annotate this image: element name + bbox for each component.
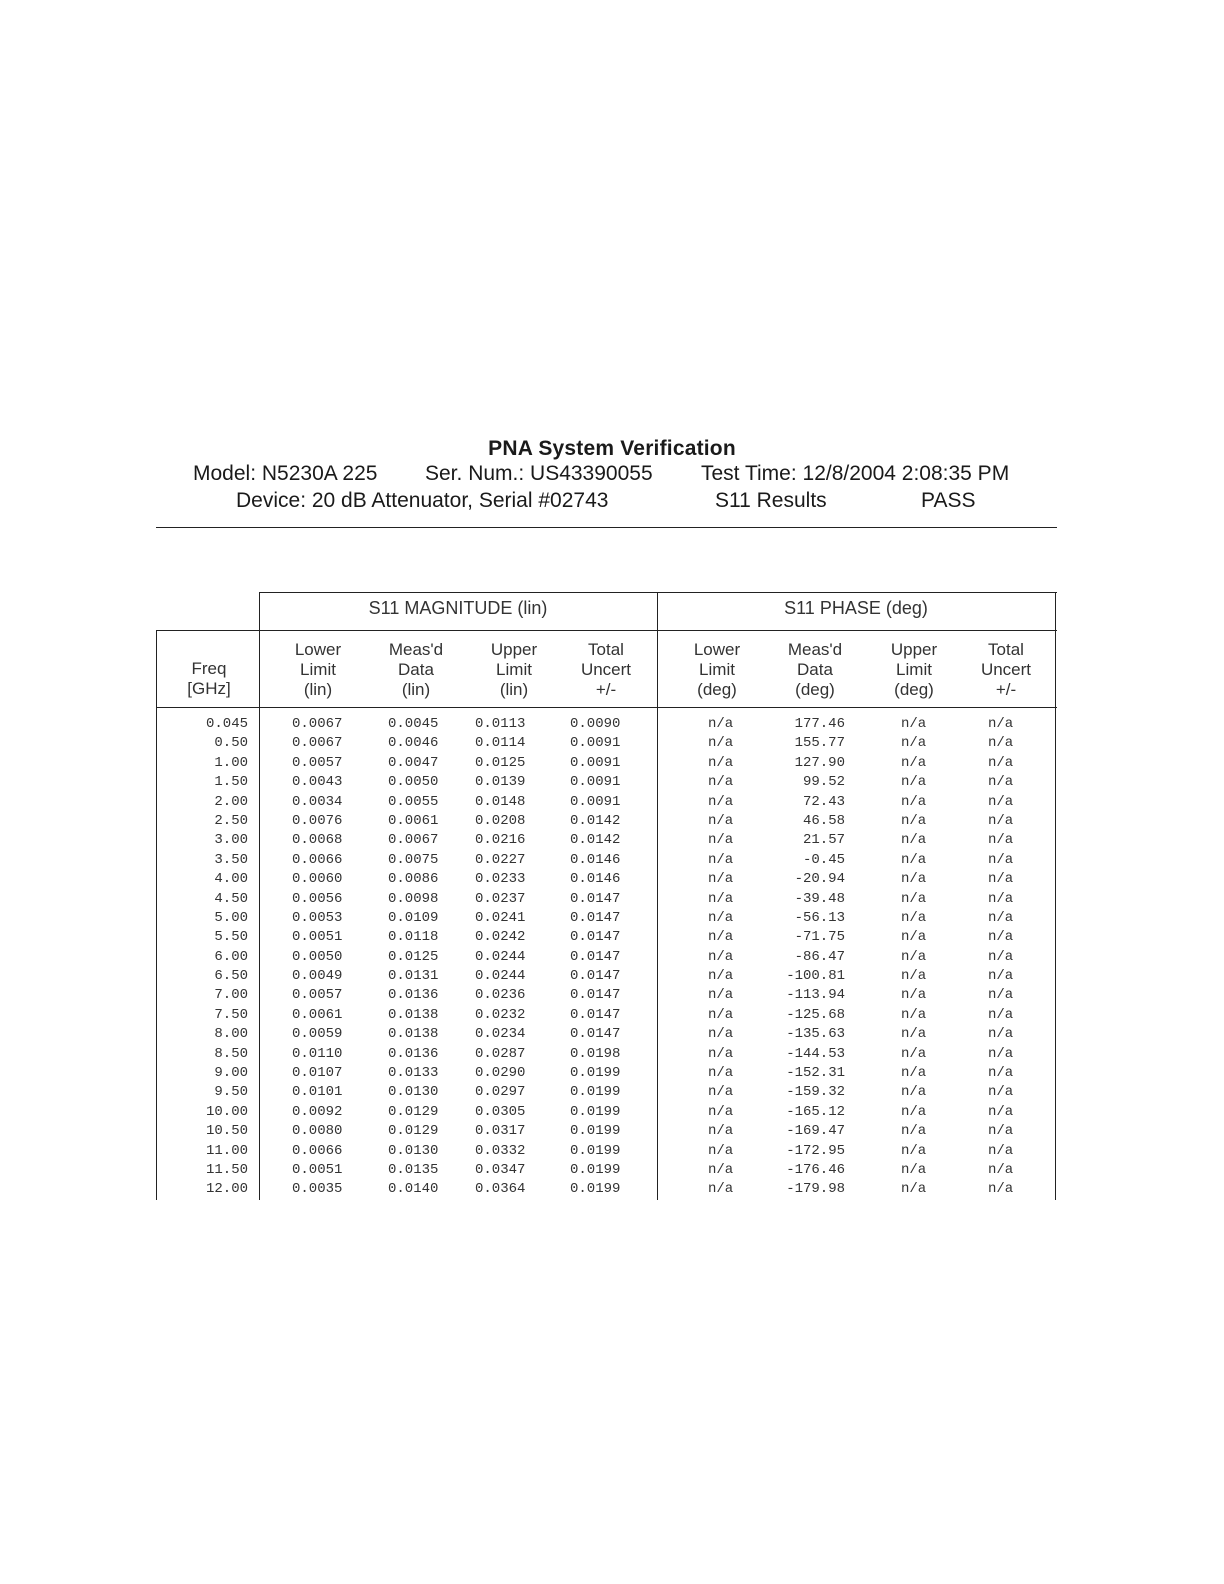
phase-total-uncert-cell: n/a — [988, 1123, 1014, 1140]
phase-upper-limit-cell: n/a — [901, 968, 927, 985]
phase-measured-cell: -169.47 — [786, 1123, 845, 1140]
mag-upper-limit-cell: 0.0297 — [475, 1084, 526, 1101]
mag-lower-limit-cell: 0.0092 — [292, 1103, 343, 1120]
freq-cell: 4.00 — [214, 871, 248, 888]
table-row — [156, 716, 1057, 735]
mag-total-uncert-cell: 0.0091 — [570, 774, 621, 791]
mag-total-uncert-cell: 0.0146 — [570, 851, 621, 868]
mag-total-uncert-cell: 0.0147 — [570, 987, 621, 1004]
table-row — [156, 1143, 1057, 1162]
phase-upper-limit-cell: n/a — [901, 774, 927, 791]
phase-upper-limit-cell: n/a — [901, 832, 927, 849]
mag-lower-limit-cell: 0.0059 — [292, 1026, 343, 1043]
mag-upper-limit-cell: 0.0305 — [475, 1103, 526, 1120]
table-row — [156, 891, 1057, 910]
phase-upper-limit-cell: n/a — [901, 987, 927, 1004]
phase-total-uncert-cell: n/a — [988, 832, 1014, 849]
phase-total-uncert-cell: n/a — [988, 851, 1014, 868]
mag-total-uncert-cell: 0.0142 — [570, 832, 621, 849]
phase-lower-limit-cell: n/a — [708, 716, 734, 732]
mag-total-uncert-cell: 0.0199 — [570, 1103, 621, 1120]
table-row — [156, 968, 1057, 987]
mag-lower-limit-cell: 0.0066 — [292, 851, 343, 868]
phase-measured-cell: -39.48 — [794, 890, 845, 907]
phase-measured-cell: 155.77 — [794, 735, 845, 752]
mag-lower-limit-cell: 0.0050 — [292, 948, 343, 965]
phase-total-uncert-cell: n/a — [988, 1084, 1014, 1101]
phase-upper-limit-cell: n/a — [901, 909, 927, 926]
table-row — [156, 1046, 1057, 1065]
model-label: Model: N5230A 225 — [193, 462, 378, 485]
phase-lower-limit-cell: n/a — [708, 735, 734, 752]
table-row — [156, 852, 1057, 871]
device-label: Device: 20 dB Attenuator, Serial #02743 — [236, 489, 609, 512]
mag-total-uncert-cell: 0.0198 — [570, 1045, 621, 1062]
phase-lower-limit-cell: n/a — [708, 1006, 734, 1023]
phase-lower-limit-cell: n/a — [708, 1103, 734, 1120]
phase-upper-limit-cell: n/a — [901, 1103, 927, 1120]
table-row — [156, 1181, 1057, 1200]
phase-total-uncert-cell: n/a — [988, 774, 1014, 791]
mag-lower-limit-cell: 0.0043 — [292, 774, 343, 791]
mag-lower-limit-cell: 0.0067 — [292, 716, 343, 732]
mag-total-uncert-cell: 0.0091 — [570, 735, 621, 752]
phase-upper-limit-cell: n/a — [901, 1045, 927, 1062]
freq-cell: 6.00 — [214, 948, 248, 965]
phase-measured-cell: 46.58 — [802, 812, 845, 829]
mag-total-uncert-cell: 0.0147 — [570, 968, 621, 985]
mag-lower-limit-cell: 0.0068 — [292, 832, 343, 849]
phase-lower-limit-cell: n/a — [708, 871, 734, 888]
mag-total-uncert-cell: 0.0142 — [570, 812, 621, 829]
mag-measured-cell: 0.0130 — [388, 1084, 439, 1101]
mag-measured-cell: 0.0109 — [388, 909, 439, 926]
freq-cell: 7.00 — [214, 987, 248, 1004]
phase-measured-cell: -113.94 — [786, 987, 845, 1004]
phase-upper-limit-cell: n/a — [901, 754, 927, 771]
phase-lower-limit-cell: n/a — [708, 909, 734, 926]
phase-lower-limit-cell: n/a — [708, 793, 734, 810]
phase-total-uncert-cell: n/a — [988, 871, 1014, 888]
mag-measured-cell: 0.0046 — [388, 735, 439, 752]
results-label: S11 Results — [715, 489, 827, 512]
freq-cell: 9.50 — [214, 1084, 248, 1101]
phase-measured-cell: -20.94 — [794, 871, 845, 888]
phase-group-header: S11 PHASE (deg) — [784, 598, 928, 618]
mag-upper-limit-cell: 0.0332 — [475, 1142, 526, 1159]
phase-lower-limit-cell: n/a — [708, 1026, 734, 1043]
phase-lower-limit-cell: n/a — [708, 1142, 734, 1159]
mag-lower-limit-header: Lower Limit (lin) — [294, 640, 342, 699]
mag-measured-cell: 0.0086 — [388, 871, 439, 888]
mag-upper-limit-cell: 0.0242 — [475, 929, 526, 946]
freq-cell: 2.50 — [214, 812, 248, 829]
mag-measured-cell: 0.0129 — [388, 1123, 439, 1140]
mag-measured-cell: 0.0136 — [388, 1045, 439, 1062]
phase-lower-limit-cell: n/a — [708, 851, 734, 868]
phase-lower-limit-cell: n/a — [708, 1181, 734, 1198]
phase-upper-limit-header: Upper Limit (deg) — [890, 640, 938, 699]
phase-total-uncert-cell: n/a — [988, 968, 1014, 985]
mag-total-uncert-cell: 0.0199 — [570, 1123, 621, 1140]
mag-lower-limit-cell: 0.0066 — [292, 1142, 343, 1159]
mag-total-uncert-cell: 0.0199 — [570, 1142, 621, 1159]
table-row — [156, 774, 1057, 793]
mag-upper-limit-cell: 0.0244 — [475, 968, 526, 985]
phase-upper-limit-cell: n/a — [901, 890, 927, 907]
mag-upper-limit-cell: 0.0216 — [475, 832, 526, 849]
phase-lower-limit-cell: n/a — [708, 1123, 734, 1140]
phase-total-uncert-cell: n/a — [988, 1045, 1014, 1062]
freq-cell: 8.00 — [214, 1026, 248, 1043]
phase-lower-limit-cell: n/a — [708, 1084, 734, 1101]
freq-cell: 8.50 — [214, 1045, 248, 1062]
table-row — [156, 1084, 1057, 1103]
mag-upper-limit-cell: 0.0113 — [475, 716, 526, 732]
freq-cell: 10.00 — [205, 1103, 248, 1120]
mag-upper-limit-cell: 0.0139 — [475, 774, 526, 791]
phase-upper-limit-cell: n/a — [901, 1065, 927, 1082]
phase-total-uncert-cell: n/a — [988, 735, 1014, 752]
phase-total-uncert-cell: n/a — [988, 716, 1014, 732]
freq-cell: 1.50 — [214, 774, 248, 791]
phase-total-uncert-cell: n/a — [988, 1103, 1014, 1120]
mag-measured-cell: 0.0136 — [388, 987, 439, 1004]
phase-lower-limit-cell: n/a — [708, 929, 734, 946]
phase-measured-cell: -165.12 — [786, 1103, 845, 1120]
mag-upper-limit-cell: 0.0244 — [475, 948, 526, 965]
mag-total-uncert-cell: 0.0146 — [570, 871, 621, 888]
mag-measured-cell: 0.0129 — [388, 1103, 439, 1120]
mag-total-uncert-cell: 0.0090 — [570, 716, 621, 732]
phase-upper-limit-cell: n/a — [901, 851, 927, 868]
mag-measured-cell: 0.0098 — [388, 890, 439, 907]
phase-upper-limit-cell: n/a — [901, 1026, 927, 1043]
mag-measured-cell: 0.0047 — [388, 754, 439, 771]
mag-total-uncert-cell: 0.0199 — [570, 1065, 621, 1082]
group-header-divider — [156, 630, 1057, 631]
mag-total-uncert-cell: 0.0199 — [570, 1084, 621, 1101]
freq-cell: 5.50 — [214, 929, 248, 946]
phase-measured-cell: -172.95 — [786, 1142, 845, 1159]
mag-lower-limit-cell: 0.0053 — [292, 909, 343, 926]
header-divider — [156, 527, 1057, 528]
freq-cell: 1.00 — [214, 754, 248, 771]
table-row — [156, 1026, 1057, 1045]
freq-cell: 7.50 — [214, 1006, 248, 1023]
mag-lower-limit-cell: 0.0049 — [292, 968, 343, 985]
phase-total-uncert-cell: n/a — [988, 909, 1014, 926]
phase-total-uncert-cell: n/a — [988, 812, 1014, 829]
mag-lower-limit-cell: 0.0076 — [292, 812, 343, 829]
mag-upper-limit-cell: 0.0236 — [475, 987, 526, 1004]
phase-lower-limit-cell: n/a — [708, 968, 734, 985]
phase-upper-limit-cell: n/a — [901, 929, 927, 946]
phase-lower-limit-cell: n/a — [708, 1065, 734, 1082]
mag-total-uncert-header: Total Uncert +/- — [580, 640, 632, 699]
mag-measured-cell: 0.0138 — [388, 1026, 439, 1043]
mag-measured-header: Meas'd Data (lin) — [388, 640, 444, 699]
freq-cell: 9.00 — [214, 1065, 248, 1082]
table-row — [156, 987, 1057, 1006]
phase-measured-cell: -125.68 — [786, 1006, 845, 1023]
mag-total-uncert-cell: 0.0147 — [570, 929, 621, 946]
magnitude-group-header: S11 MAGNITUDE (lin) — [368, 598, 548, 618]
table-top-border — [259, 592, 1057, 593]
mag-lower-limit-cell: 0.0061 — [292, 1006, 343, 1023]
mag-measured-cell: 0.0140 — [388, 1181, 439, 1198]
phase-upper-limit-cell: n/a — [901, 948, 927, 965]
phase-upper-limit-cell: n/a — [901, 812, 927, 829]
phase-measured-cell: -71.75 — [794, 929, 845, 946]
phase-measured-cell: -56.13 — [794, 909, 845, 926]
mag-upper-limit-cell: 0.0237 — [475, 890, 526, 907]
mag-upper-limit-cell: 0.0232 — [475, 1006, 526, 1023]
phase-total-uncert-header: Total Uncert +/- — [980, 640, 1032, 699]
mag-total-uncert-cell: 0.0147 — [570, 1026, 621, 1043]
mag-upper-limit-cell: 0.0287 — [475, 1045, 526, 1062]
table-row — [156, 832, 1057, 851]
phase-lower-limit-cell: n/a — [708, 948, 734, 965]
mag-lower-limit-cell: 0.0057 — [292, 987, 343, 1004]
phase-total-uncert-cell: n/a — [988, 754, 1014, 771]
table-row — [156, 755, 1057, 774]
table-row — [156, 794, 1057, 813]
mag-measured-cell: 0.0045 — [388, 716, 439, 732]
table-row — [156, 910, 1057, 929]
table-row — [156, 929, 1057, 948]
mag-upper-limit-cell: 0.0241 — [475, 909, 526, 926]
mag-measured-cell: 0.0055 — [388, 793, 439, 810]
mag-measured-cell: 0.0050 — [388, 774, 439, 791]
freq-cell: 6.50 — [214, 968, 248, 985]
table-row — [156, 1104, 1057, 1123]
table-row — [156, 1065, 1057, 1084]
mag-upper-limit-cell: 0.0125 — [475, 754, 526, 771]
phase-upper-limit-cell: n/a — [901, 1181, 927, 1198]
mag-lower-limit-cell: 0.0080 — [292, 1123, 343, 1140]
freq-cell: 11.00 — [205, 1142, 248, 1159]
table-row — [156, 1123, 1057, 1142]
phase-total-uncert-cell: n/a — [988, 1142, 1014, 1159]
phase-measured-cell: 72.43 — [802, 793, 845, 810]
serial-number-label: Ser. Num.: US43390055 — [425, 462, 653, 485]
mag-lower-limit-cell: 0.0051 — [292, 929, 343, 946]
mag-lower-limit-cell: 0.0101 — [292, 1084, 343, 1101]
mag-upper-limit-header: Upper Limit (lin) — [490, 640, 538, 699]
freq-cell: 3.50 — [214, 851, 248, 868]
phase-upper-limit-cell: n/a — [901, 1084, 927, 1101]
phase-lower-limit-cell: n/a — [708, 812, 734, 829]
phase-measured-cell: -86.47 — [794, 948, 845, 965]
column-header-divider — [156, 707, 1057, 708]
mag-upper-limit-cell: 0.0114 — [475, 735, 526, 752]
mag-total-uncert-cell: 0.0199 — [570, 1181, 621, 1198]
phase-total-uncert-cell: n/a — [988, 1181, 1014, 1198]
table-row — [156, 813, 1057, 832]
report-title: PNA System Verification — [488, 437, 736, 460]
phase-measured-cell: 127.90 — [794, 754, 845, 771]
phase-upper-limit-cell: n/a — [901, 871, 927, 888]
freq-cell: 0.045 — [205, 716, 248, 732]
phase-total-uncert-cell: n/a — [988, 987, 1014, 1004]
mag-upper-limit-cell: 0.0227 — [475, 851, 526, 868]
mag-lower-limit-cell: 0.0035 — [292, 1181, 343, 1198]
phase-lower-limit-cell: n/a — [708, 1161, 734, 1178]
mag-lower-limit-cell: 0.0034 — [292, 793, 343, 810]
mag-total-uncert-cell: 0.0091 — [570, 793, 621, 810]
mag-total-uncert-cell: 0.0091 — [570, 754, 621, 771]
freq-cell: 2.00 — [214, 793, 248, 810]
phase-upper-limit-cell: n/a — [901, 735, 927, 752]
mag-total-uncert-cell: 0.0147 — [570, 1006, 621, 1023]
phase-total-uncert-cell: n/a — [988, 793, 1014, 810]
table-row — [156, 949, 1057, 968]
phase-measured-cell: -144.53 — [786, 1045, 845, 1062]
mag-upper-limit-cell: 0.0148 — [475, 793, 526, 810]
table-body — [156, 716, 1057, 1201]
phase-total-uncert-cell: n/a — [988, 1006, 1014, 1023]
mag-total-uncert-cell: 0.0147 — [570, 909, 621, 926]
mag-total-uncert-cell: 0.0147 — [570, 948, 621, 965]
mag-lower-limit-cell: 0.0110 — [292, 1045, 343, 1062]
pass-status: PASS — [921, 489, 976, 512]
phase-lower-limit-cell: n/a — [708, 987, 734, 1004]
mag-upper-limit-cell: 0.0364 — [475, 1181, 526, 1198]
mag-upper-limit-cell: 0.0233 — [475, 871, 526, 888]
phase-measured-header: Meas'd Data (deg) — [787, 640, 843, 699]
mag-upper-limit-cell: 0.0317 — [475, 1123, 526, 1140]
phase-measured-cell: 21.57 — [802, 832, 845, 849]
mag-measured-cell: 0.0135 — [388, 1161, 439, 1178]
test-time-label: Test Time: 12/8/2004 2:08:35 PM — [701, 462, 1010, 485]
mag-upper-limit-cell: 0.0347 — [475, 1161, 526, 1178]
phase-lower-limit-cell: n/a — [708, 1045, 734, 1062]
table-row — [156, 735, 1057, 754]
mag-upper-limit-cell: 0.0234 — [475, 1026, 526, 1043]
phase-upper-limit-cell: n/a — [901, 1123, 927, 1140]
phase-measured-cell: -100.81 — [786, 968, 845, 985]
phase-measured-cell: -135.63 — [786, 1026, 845, 1043]
freq-cell: 3.00 — [214, 832, 248, 849]
phase-total-uncert-cell: n/a — [988, 1161, 1014, 1178]
phase-measured-cell: 177.46 — [794, 716, 845, 732]
mag-total-uncert-cell: 0.0147 — [570, 890, 621, 907]
mag-total-uncert-cell: 0.0199 — [570, 1161, 621, 1178]
mag-measured-cell: 0.0075 — [388, 851, 439, 868]
phase-total-uncert-cell: n/a — [988, 948, 1014, 965]
phase-measured-cell: -159.32 — [786, 1084, 845, 1101]
phase-upper-limit-cell: n/a — [901, 793, 927, 810]
mag-measured-cell: 0.0131 — [388, 968, 439, 985]
mag-lower-limit-cell: 0.0060 — [292, 871, 343, 888]
phase-lower-limit-cell: n/a — [708, 754, 734, 771]
freq-cell: 10.50 — [205, 1123, 248, 1140]
phase-measured-cell: -176.46 — [786, 1161, 845, 1178]
phase-lower-limit-cell: n/a — [708, 832, 734, 849]
mag-lower-limit-cell: 0.0057 — [292, 754, 343, 771]
freq-cell: 11.50 — [205, 1161, 248, 1178]
phase-lower-limit-header: Lower Limit (deg) — [693, 640, 741, 699]
mag-measured-cell: 0.0133 — [388, 1065, 439, 1082]
phase-total-uncert-cell: n/a — [988, 890, 1014, 907]
freq-cell: 12.00 — [205, 1181, 248, 1198]
mag-measured-cell: 0.0138 — [388, 1006, 439, 1023]
phase-upper-limit-cell: n/a — [901, 1142, 927, 1159]
table-row — [156, 1162, 1057, 1181]
mag-lower-limit-cell: 0.0067 — [292, 735, 343, 752]
mag-measured-cell: 0.0067 — [388, 832, 439, 849]
mag-measured-cell: 0.0125 — [388, 948, 439, 965]
phase-upper-limit-cell: n/a — [901, 1006, 927, 1023]
mag-measured-cell: 0.0130 — [388, 1142, 439, 1159]
phase-lower-limit-cell: n/a — [708, 774, 734, 791]
phase-measured-cell: -0.45 — [802, 851, 845, 868]
phase-total-uncert-cell: n/a — [988, 929, 1014, 946]
freq-column-header: Freq [GHz] — [187, 659, 231, 698]
freq-cell: 5.00 — [214, 909, 248, 926]
mag-upper-limit-cell: 0.0290 — [475, 1065, 526, 1082]
phase-upper-limit-cell: n/a — [901, 716, 927, 732]
freq-cell: 0.50 — [214, 735, 248, 752]
mag-upper-limit-cell: 0.0208 — [475, 812, 526, 829]
mag-measured-cell: 0.0118 — [388, 929, 439, 946]
mag-lower-limit-cell: 0.0051 — [292, 1161, 343, 1178]
mag-measured-cell: 0.0061 — [388, 812, 439, 829]
phase-lower-limit-cell: n/a — [708, 890, 734, 907]
phase-total-uncert-cell: n/a — [988, 1065, 1014, 1082]
freq-cell: 4.50 — [214, 890, 248, 907]
phase-measured-cell: -152.31 — [786, 1065, 845, 1082]
phase-upper-limit-cell: n/a — [901, 1161, 927, 1178]
table-row — [156, 871, 1057, 890]
mag-lower-limit-cell: 0.0107 — [292, 1065, 343, 1082]
phase-total-uncert-cell: n/a — [988, 1026, 1014, 1043]
phase-measured-cell: 99.52 — [802, 774, 845, 791]
phase-measured-cell: -179.98 — [786, 1181, 845, 1198]
table-row — [156, 1007, 1057, 1026]
mag-lower-limit-cell: 0.0056 — [292, 890, 343, 907]
